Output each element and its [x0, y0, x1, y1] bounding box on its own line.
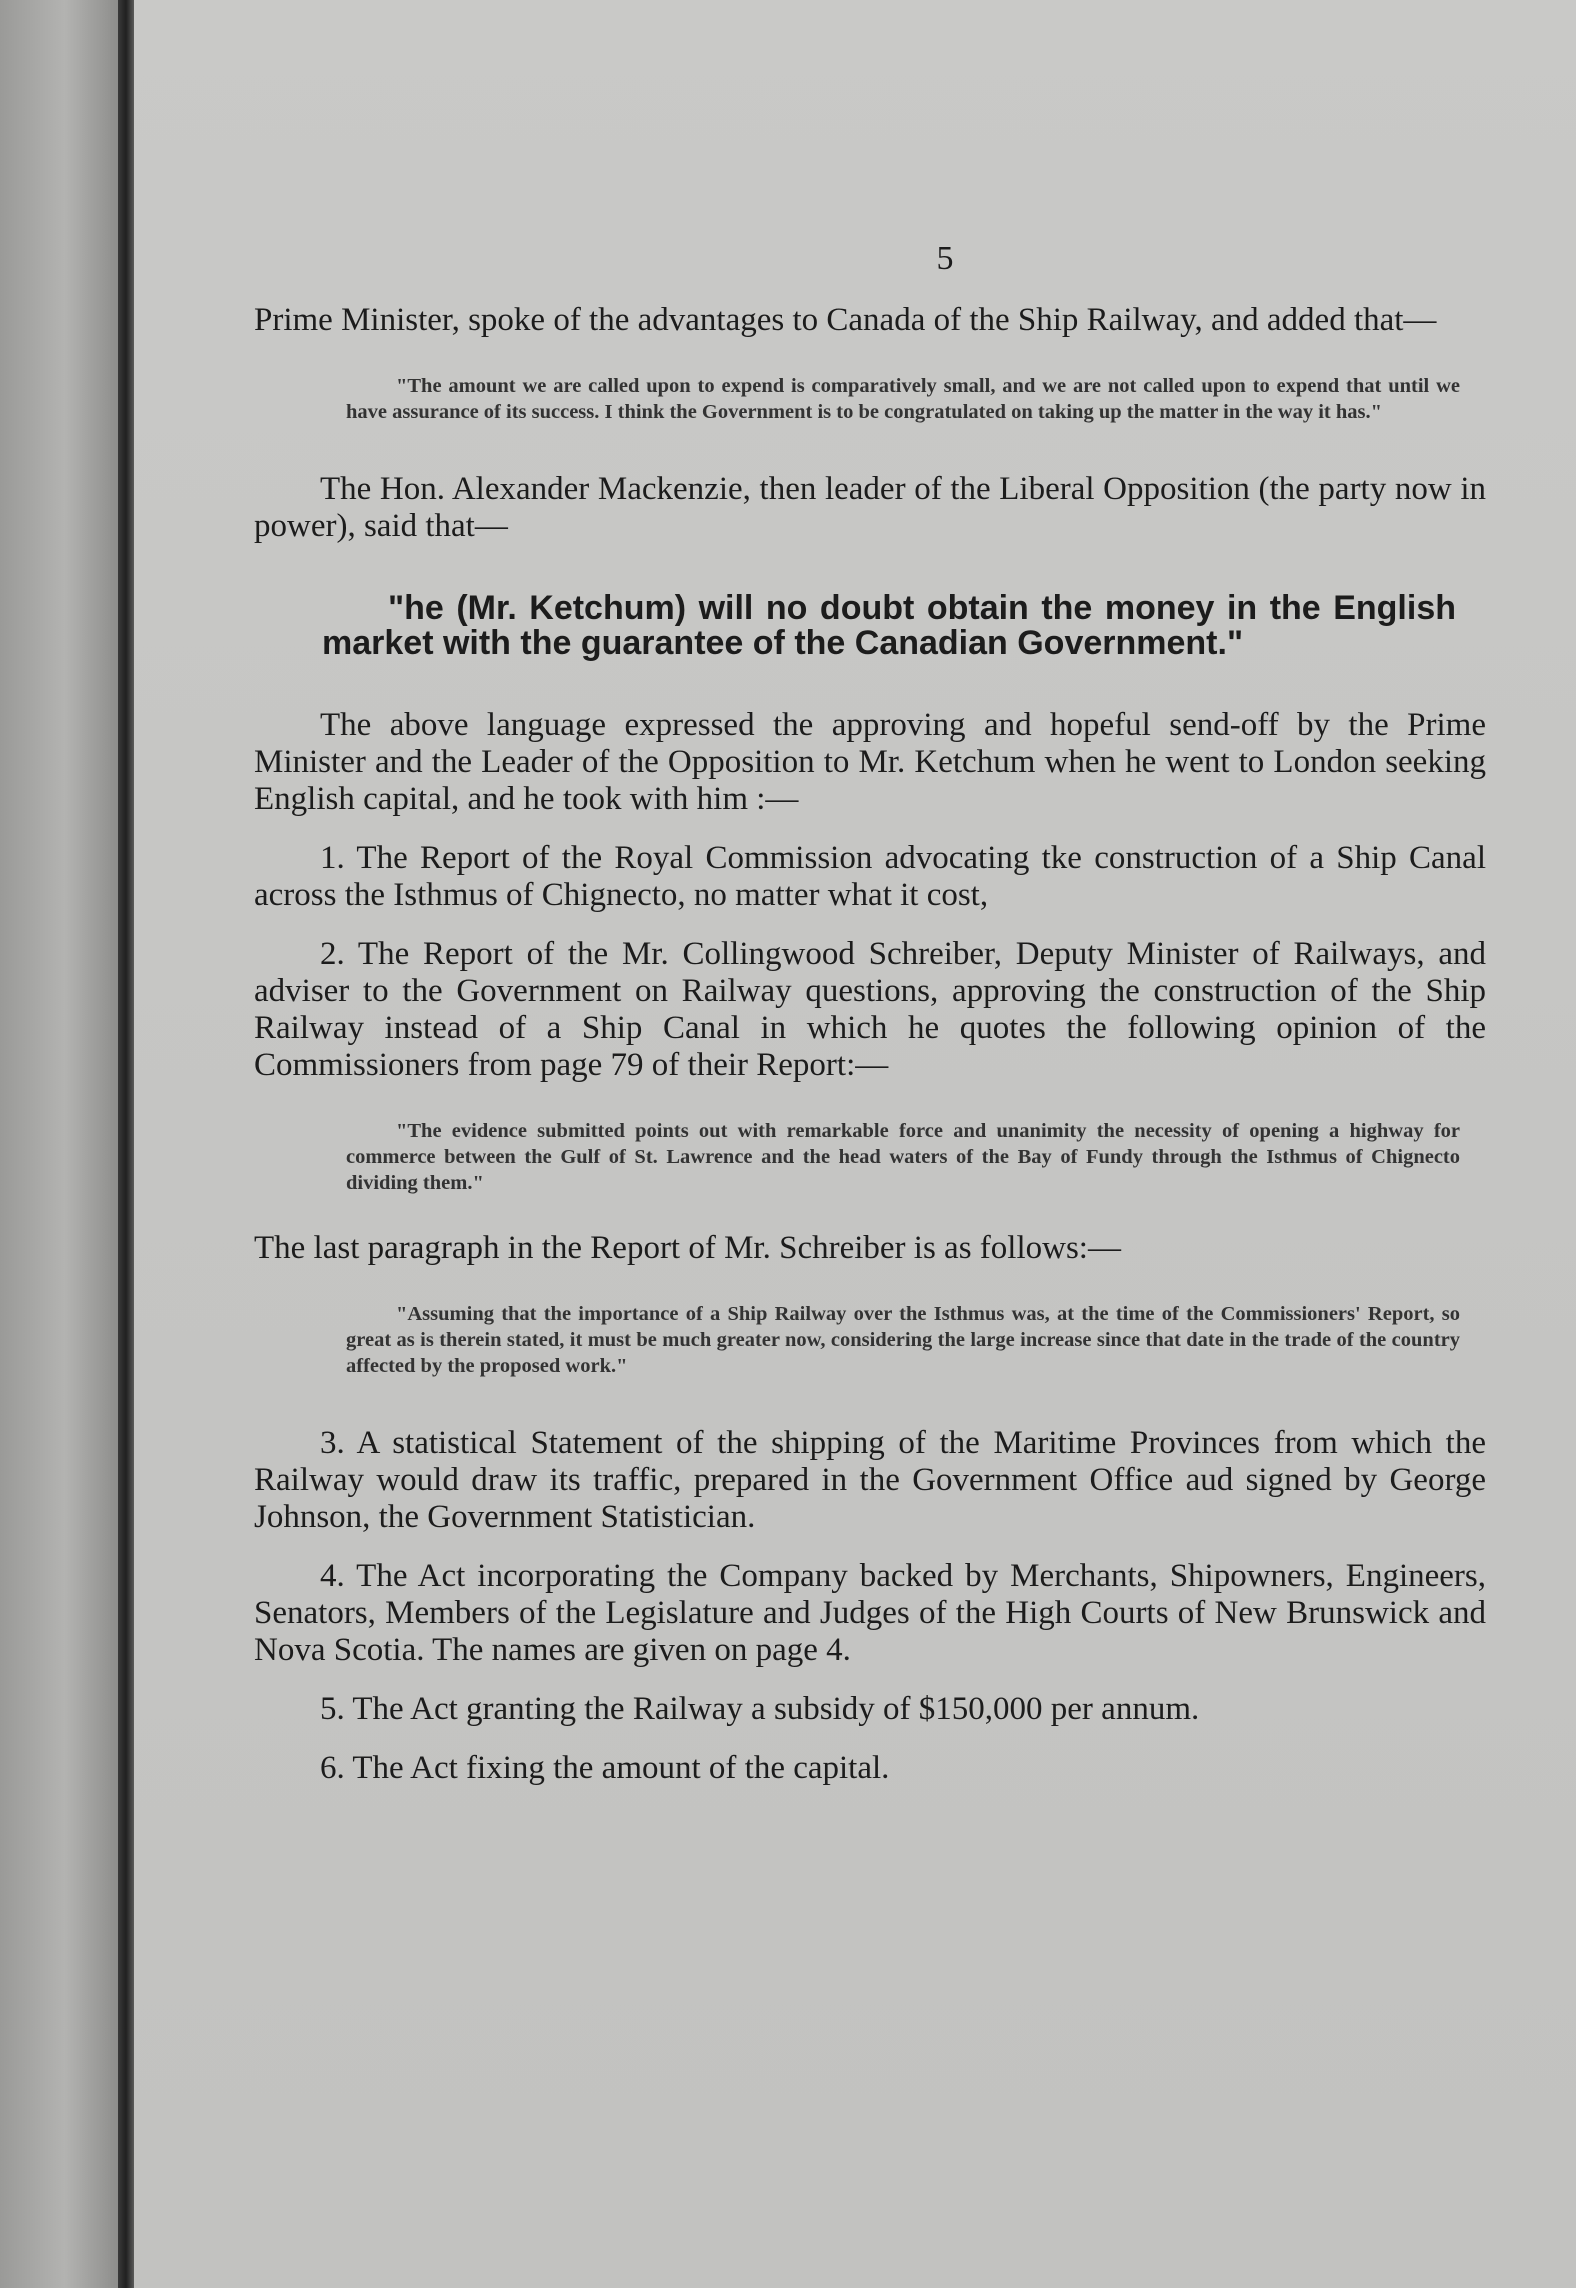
list-item-2: 2. The Report of the Mr. Collingwood Schreiber, Deputy Minister of Railways, and adviser to the Government on Railway questions, approving the construction of the Ship Railway instead of a Ship Canal in which he quotes the following opinion of the Commissioners from page 79 of their Report:—	[254, 936, 1486, 1083]
previous-page-edge	[0, 0, 118, 2288]
quote-schreiber: "Assuming that the importance of a Ship Railway over the Isthmus was, at the time of the Commissioners' Report, so great as is therein stated, it must be much greater now, considering the large increase since that date in the trade of the country affected by the proposed work."	[346, 1303, 1460, 1377]
book-spine	[118, 0, 134, 2288]
list-item-1: 1. The Report of the Royal Commission advocating tke construction of a Ship Canal across the Isthmus of Chignecto, no matter what it cost,	[254, 840, 1486, 913]
paragraph-schreiber: The last paragraph in the Report of Mr. Schreiber is as follows:—	[254, 1230, 1121, 1266]
list-item-4: 4. The Act incorporating the Company backed by Merchants, Shipowners, Engineers, Senators, Members of the Legislature and Judges of the High Courts of New Brunswick and Nova Scotia. The names are given on page 4.	[254, 1558, 1486, 1668]
list-item-5: 5. The Act granting the Railway a subsidy of $150,000 per annum.	[320, 1691, 1200, 1727]
list-item-3: 3. A statistical Statement of the shipping of the Maritime Provinces from which the Railway would draw its traffic, prepared in the Government Office aud signed by George Johnson, the Government Statistician.	[254, 1425, 1486, 1535]
quote-prime-minister: "The amount we are called upon to expend is comparatively small, and we are not called upon to expend that until we have assurance of its success. I think the Government is to be congratulated on taking up the matter in the way it has."	[346, 375, 1460, 423]
paragraph-mackenzie: The Hon. Alexander Mackenzie, then leader of the Liberal Opposition (the party now in power), said that—	[254, 471, 1486, 544]
page-content	[254, 240, 1486, 1787]
quote-mackenzie: "he (Mr. Ketchum) will no doubt obtain the money in the English market with the guarantee of the Canadian Government."	[322, 589, 1456, 662]
paragraph-send-off: The above language expressed the approving and hopeful send-off by the Prime Minister and the Leader of the Opposition to Mr. Ketchum when he went to London seeking English capital, and he took with him :—	[254, 707, 1486, 817]
page-number: 5	[936, 240, 954, 277]
paragraph-prime-minister: Prime Minister, spoke of the advantages to Canada of the Ship Railway, and added that—	[254, 302, 1437, 338]
quote-commissioners: "The evidence submitted points out with remarkable force and unanimity the necessity of opening a highway for commerce between the Gulf of St. Lawrence and the head waters of the Bay of Fundy through the Isthmus of Chignecto dividing them."	[346, 1120, 1460, 1194]
document-page	[134, 0, 1576, 2288]
list-item-6: 6. The Act fixing the amount of the capital.	[320, 1750, 890, 1786]
